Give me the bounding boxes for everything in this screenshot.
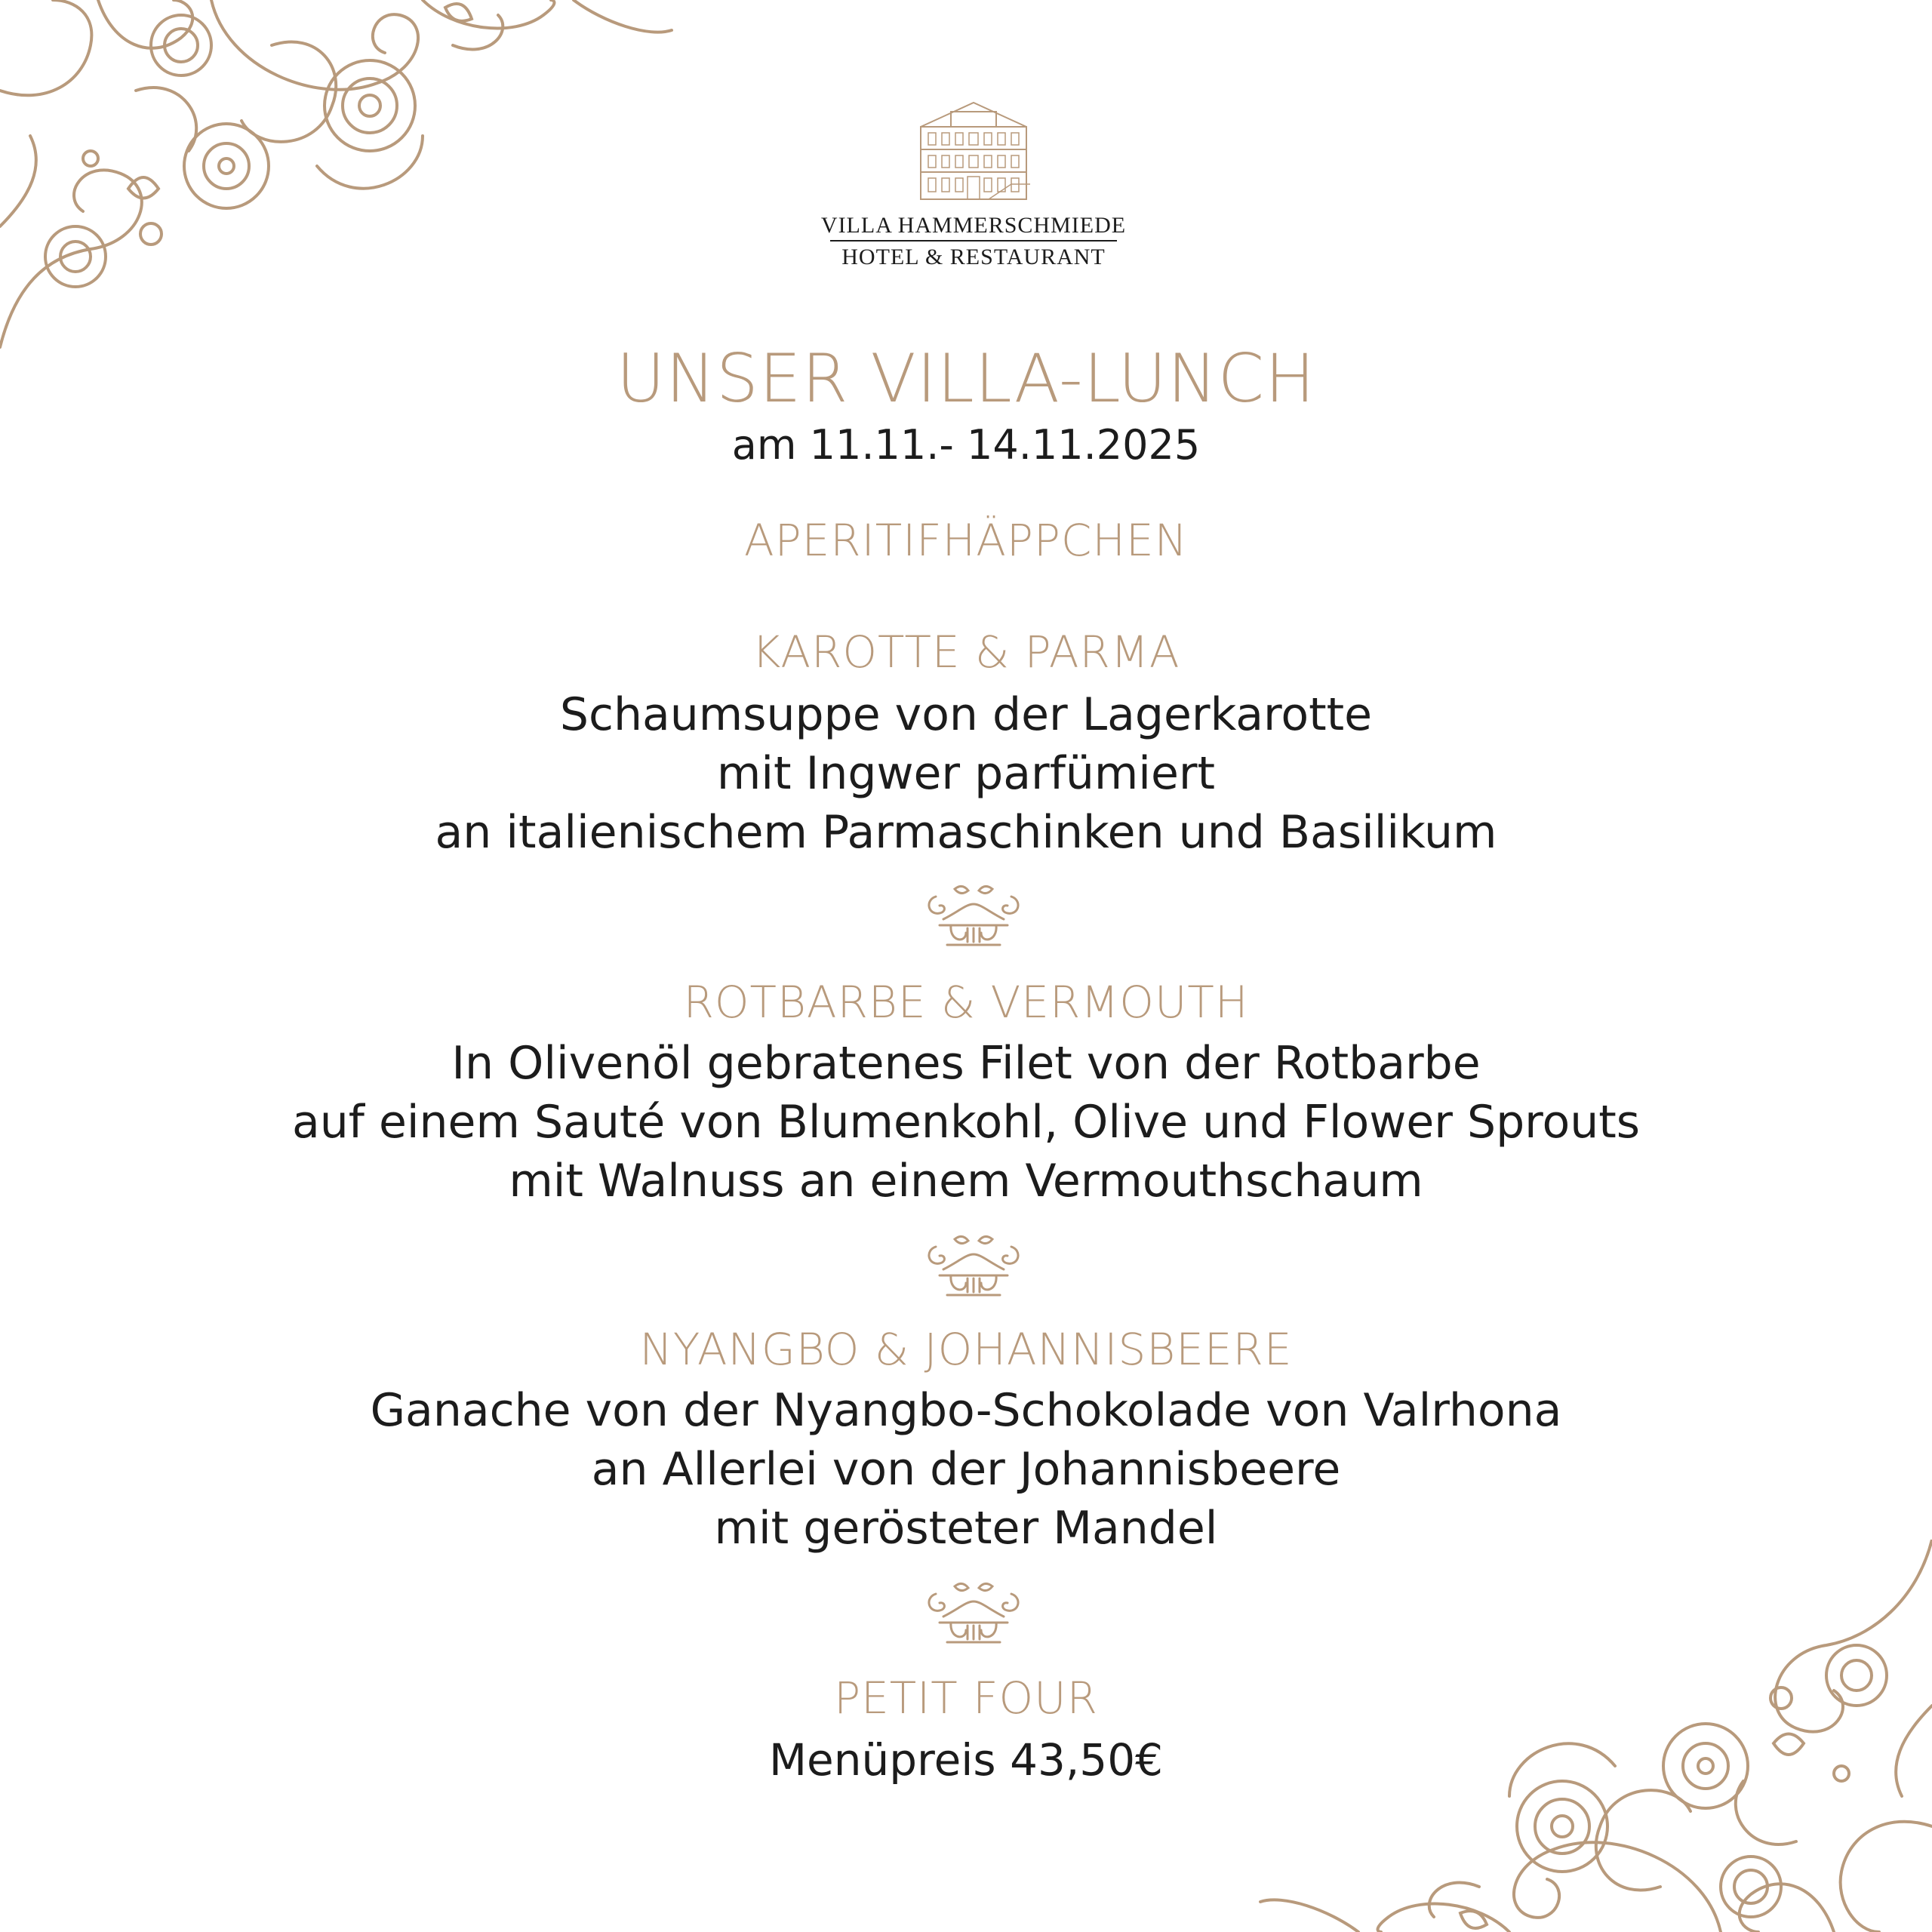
menu-price: Menüpreis 43,50€ (768, 1734, 1164, 1786)
menu-title: UNSER VILLA-LUNCH (616, 340, 1316, 417)
scroll-divider-icon (921, 1579, 1026, 1647)
logo-rule (830, 240, 1117, 242)
scroll-divider-icon (921, 1232, 1026, 1300)
course-heading: NYANGBO & JOHANNISBEERE (639, 1324, 1293, 1375)
course-description (0, 1381, 1932, 1558)
logo-line-1: VILLA HAMMERSCHMIEDE (820, 213, 1127, 238)
villa-building-icon (898, 97, 1049, 202)
course-heading: KAROTTE & PARMA (752, 626, 1180, 678)
petit-four-heading: PETIT FOUR (834, 1672, 1098, 1724)
course-line: Schaumsuppe von der Lagerkarotte (559, 688, 1373, 741)
course-description (0, 1034, 1932, 1211)
course-heading: ROTBARBE & VERMOUTH (683, 977, 1249, 1028)
scroll-divider-icon (921, 881, 1026, 949)
course-line: auf einem Sauté von Blumenkohl, Olive und Flower Sprouts (291, 1096, 1641, 1149)
aperitif-heading: APERITIFHÄPPCHEN (744, 515, 1188, 566)
course-description (0, 685, 1932, 862)
course-line: mit gerösteter Mandel (714, 1502, 1218, 1555)
course-line: mit Walnuss an einem Vermouthschaum (509, 1155, 1423, 1208)
course-line: mit Ingwer parfümiert (716, 747, 1216, 800)
course-line: an italienischem Parmaschinken und Basilikum (435, 806, 1497, 859)
course-line: In Olivenöl gebratenes Filet von der Rotbarbe (451, 1037, 1481, 1090)
logo-line-2: HOTEL & RESTAURANT (841, 245, 1106, 269)
hotel-logo (815, 97, 1132, 278)
swirl-flourish-icon (0, 0, 679, 355)
menu-date: am 11.11.- 14.11.2025 (731, 421, 1201, 469)
course-line: Ganache von der Nyangbo-Schokolade von Valrhona (370, 1384, 1562, 1437)
course-line: an Allerlei von der Johannisbeere (591, 1443, 1341, 1496)
